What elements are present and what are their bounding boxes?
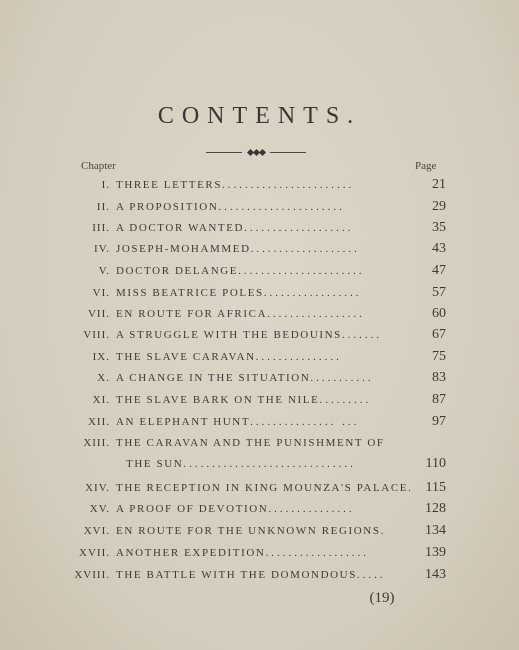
page-ref: 115 xyxy=(425,480,446,495)
chapter-title-text: THE RECEPTION IN KING MOUNZA'S PALACE. xyxy=(116,482,412,494)
chapter-number: XVIII. xyxy=(74,569,110,581)
leader-dots: .................. xyxy=(265,547,369,559)
chapter-title xyxy=(116,372,412,384)
toc-entry xyxy=(0,415,519,435)
chapter-title xyxy=(116,265,412,277)
chapter-number: I. xyxy=(101,179,110,191)
leader-dots: ....................... xyxy=(222,179,355,191)
chapter-title xyxy=(116,437,412,449)
page-column-header: Page xyxy=(415,160,437,172)
chapter-title-text: MISS BEATRICE POLES xyxy=(116,287,264,299)
chapter-title xyxy=(116,329,412,341)
chapter-title-text: DOCTOR DELANGE xyxy=(116,265,239,277)
ornament-divider xyxy=(206,148,306,158)
chapter-title-text: THE BATTLE WITH THE DOMONDOUS xyxy=(116,569,357,581)
chapter-title-text: EN ROUTE FOR THE UNKNOWN REGIONS. xyxy=(116,525,385,537)
leader-dots: ............... ... xyxy=(250,416,360,428)
chapter-title-text: THE CARAVAN AND THE PUNISHMENT OF xyxy=(116,437,385,449)
page-ref: 57 xyxy=(432,285,446,300)
chapter-title-text: JOSEPH-MOHAMMED xyxy=(116,243,251,255)
toc-entry xyxy=(0,524,519,544)
chapter-title xyxy=(116,201,412,213)
chapter-number: XVII. xyxy=(79,547,110,559)
ornament-line-right xyxy=(270,152,306,153)
chapter-number: VIII. xyxy=(83,329,110,341)
page-number: (19) xyxy=(369,590,395,606)
ornament-line-left xyxy=(206,152,242,153)
chapter-title-text: THE SUN xyxy=(126,458,184,470)
chapter-number: VI. xyxy=(92,287,110,299)
chapter-title xyxy=(116,394,412,406)
leader-dots: ...................... xyxy=(218,201,345,213)
page-ref: 83 xyxy=(432,370,446,385)
leader-dots: ............... xyxy=(255,351,342,363)
toc-entry xyxy=(0,286,519,306)
chapter-number: VII. xyxy=(87,308,110,320)
chapter-title-text: THE SLAVE BARK ON THE NILE xyxy=(116,394,320,406)
leader-dots: ................. xyxy=(267,308,365,320)
page-ref: 143 xyxy=(425,567,446,582)
chapter-number: III. xyxy=(92,222,110,234)
leader-dots: .............................. xyxy=(183,458,356,470)
chapter-title xyxy=(116,222,412,234)
leader-dots: ................. xyxy=(263,287,362,299)
leader-dots: ..... xyxy=(356,569,386,581)
chapter-title-text: THE SLAVE CARAVAN xyxy=(116,351,256,363)
chapter-title-text: THREE LETTERS xyxy=(116,179,223,191)
chapter-number: V. xyxy=(98,265,110,277)
chapter-title xyxy=(116,179,412,191)
chapter-number: XV. xyxy=(89,503,110,515)
chapter-title xyxy=(116,416,412,428)
chapter-number: X. xyxy=(97,372,110,384)
page-ref: 47 xyxy=(432,263,446,278)
toc-entry xyxy=(0,328,519,348)
toc-entry xyxy=(0,436,519,456)
leader-dots: ................... xyxy=(250,243,360,255)
chapter-number: XIII. xyxy=(83,437,110,449)
toc-entry xyxy=(0,350,519,370)
chapter-number: XIV. xyxy=(85,482,110,494)
chapter-title-text: A PROPOSITION xyxy=(116,201,219,213)
ornament-diamond-icon xyxy=(259,149,266,156)
chapter-title xyxy=(116,351,412,363)
page-ref: 134 xyxy=(425,523,446,538)
chapter-number: XVI. xyxy=(83,525,110,537)
leader-dots: ................... xyxy=(244,222,354,234)
toc-entry xyxy=(0,242,519,262)
chapter-column-header: Chapter xyxy=(81,160,116,172)
chapter-title-text: A PROOF OF DEVOTION xyxy=(116,503,269,515)
page-ref: 87 xyxy=(432,392,446,407)
chapter-title-text: AN ELEPHANT HUNT xyxy=(116,416,251,428)
chapter-title xyxy=(116,287,412,299)
page-ref: 110 xyxy=(425,456,446,471)
leader-dots: ............... xyxy=(268,503,355,515)
toc-entry xyxy=(0,502,519,522)
chapter-title-text: EN ROUTE FOR AFRICA xyxy=(116,308,268,320)
chapter-number: XI. xyxy=(92,394,110,406)
toc-entry xyxy=(0,307,519,327)
toc-entry xyxy=(0,457,519,477)
leader-dots: ....... xyxy=(341,329,383,341)
chapter-title-text: A CHANGE IN THE SITUATION xyxy=(116,372,311,384)
page-ref: 43 xyxy=(432,241,446,256)
chapter-title xyxy=(116,243,412,255)
toc-entry xyxy=(0,568,519,588)
page-ref: 67 xyxy=(432,327,446,342)
chapter-title xyxy=(116,308,412,320)
page-title: CONTENTS. xyxy=(157,103,362,129)
chapter-title xyxy=(116,547,412,559)
chapter-title xyxy=(116,503,412,515)
toc-entry xyxy=(0,393,519,413)
chapter-number: IV. xyxy=(94,243,110,255)
chapter-title-text: ANOTHER EXPEDITION xyxy=(116,547,266,559)
toc-entry xyxy=(0,371,519,391)
toc-entry xyxy=(0,546,519,566)
page-ref: 21 xyxy=(432,177,446,192)
toc-entry xyxy=(0,264,519,284)
page-ref: 97 xyxy=(432,414,446,429)
chapter-title-text: A STRUGGLE WITH THE BEDOUINS xyxy=(116,329,342,341)
toc-entry xyxy=(0,221,519,241)
chapter-title xyxy=(116,569,412,581)
page-ref: 75 xyxy=(432,349,446,364)
page-ref: 139 xyxy=(425,545,446,560)
page-ref: 29 xyxy=(432,199,446,214)
toc-entry xyxy=(0,200,519,220)
page-ref: 60 xyxy=(432,306,446,321)
chapter-number: IX. xyxy=(92,351,110,363)
page-ref: 35 xyxy=(432,220,446,235)
chapter-title xyxy=(116,482,412,494)
toc-entry xyxy=(0,481,519,501)
leader-dots: ........... xyxy=(310,372,374,384)
chapter-title xyxy=(126,458,422,470)
page-ref: 128 xyxy=(425,501,446,516)
chapter-number: XII. xyxy=(87,416,110,428)
toc-entry xyxy=(0,178,519,198)
chapter-number: II. xyxy=(96,201,110,213)
chapter-title-text: A DOCTOR WANTED xyxy=(116,222,245,234)
leader-dots: ......... xyxy=(319,394,372,406)
chapter-title xyxy=(116,525,412,537)
leader-dots: ...................... xyxy=(238,265,365,277)
